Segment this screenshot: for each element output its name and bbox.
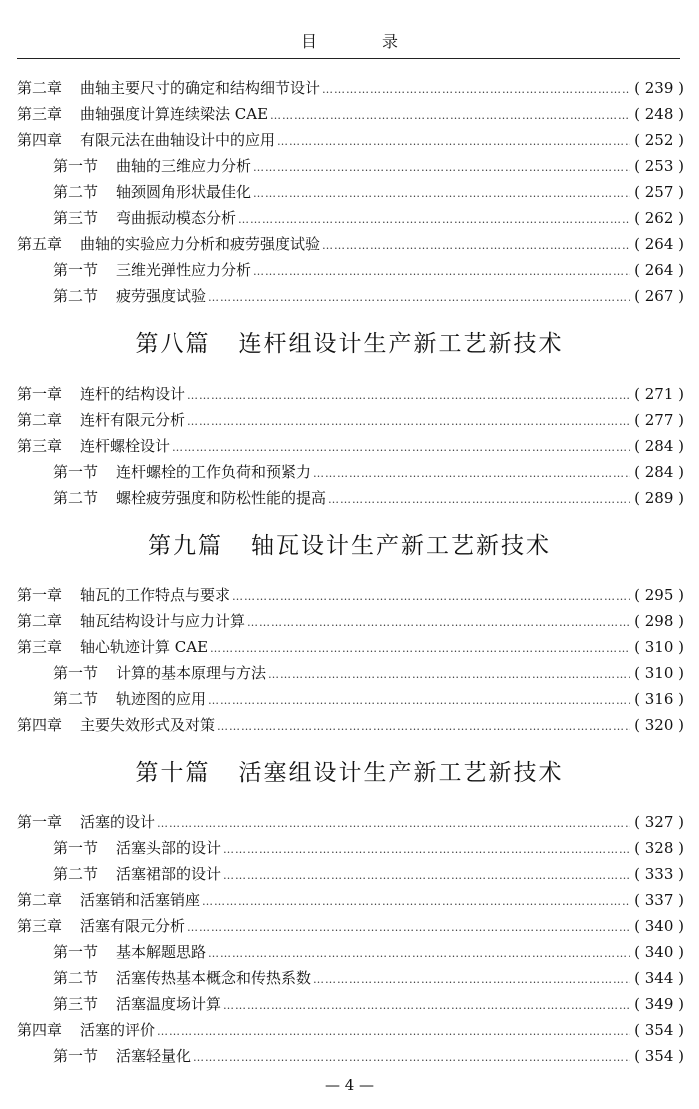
toc-section-entry[interactable] — [17, 939, 684, 965]
toc-entry-title: 曲轴主要尺寸的确定和结构细节设计 — [80, 79, 321, 97]
dot-leader — [268, 662, 630, 688]
toc-entry-page: ( 262 ) — [634, 209, 684, 227]
toc-entry-title: 连杆螺栓设计 — [80, 437, 171, 455]
toc-section-entry[interactable] — [17, 861, 684, 887]
toc-section-entry[interactable] — [17, 686, 684, 712]
toc-entry-page: ( 327 ) — [634, 813, 684, 831]
toc-entry-page: ( 354 ) — [634, 1047, 684, 1065]
toc-section-entry[interactable] — [17, 205, 684, 231]
toc-section-entry[interactable] — [17, 835, 684, 861]
toc-entry-title: 轴颈圆角形状最佳化 — [116, 183, 252, 201]
toc-section-entry[interactable] — [17, 179, 684, 205]
toc-entry-page: ( 328 ) — [634, 839, 684, 857]
toc-entry-title: 轴瓦的工作特点与要求 — [80, 586, 231, 604]
toc-entry-page: ( 289 ) — [634, 489, 684, 507]
toc-entry-title: 螺栓疲劳强度和防松性能的提高 — [116, 489, 327, 507]
toc-entry-page: ( 264 ) — [634, 261, 684, 279]
toc-entry-number: 第二节 — [53, 690, 99, 708]
toc-entry-number: 第二节 — [53, 865, 99, 883]
dot-leader — [187, 409, 630, 435]
toc-chapter-entry[interactable] — [17, 887, 684, 913]
toc-entry-page: ( 264 ) — [634, 235, 684, 253]
toc-entry-page: ( 284 ) — [634, 463, 684, 481]
dot-leader — [157, 811, 630, 837]
toc-entry-number: 第三章 — [17, 437, 63, 455]
dot-leader — [157, 1019, 630, 1045]
toc-entry-number: 第四章 — [17, 1021, 63, 1039]
toc-entry-title: 连杆有限元分析 — [80, 411, 186, 429]
toc-entry-page: ( 316 ) — [634, 690, 684, 708]
toc-entry-title: 轴瓦结构设计与应力计算 — [80, 612, 246, 630]
toc-section-entry[interactable] — [17, 153, 684, 179]
toc-entry-number: 第三节 — [53, 209, 99, 227]
toc-section-entry[interactable] — [17, 991, 684, 1017]
toc-entry-title: 连杆的结构设计 — [80, 385, 186, 403]
toc-entry-number: 第二节 — [53, 183, 99, 201]
toc-chapter-entry[interactable] — [17, 712, 684, 738]
toc-entry-page: ( 248 ) — [634, 105, 684, 123]
toc-entry-page: ( 295 ) — [634, 586, 684, 604]
dot-leader — [247, 610, 630, 636]
toc-entry-title: 曲轴强度计算连续梁法 CAE — [80, 105, 269, 123]
toc-block-crankshaft — [17, 75, 684, 309]
dot-leader — [202, 889, 630, 915]
toc-entry-page: ( 333 ) — [634, 865, 684, 883]
toc-entry-page: ( 349 ) — [634, 995, 684, 1013]
dot-leader — [187, 383, 630, 409]
toc-entry-number: 第二章 — [17, 891, 63, 909]
toc-entry-title: 主要失效形式及对策 — [80, 716, 216, 734]
dot-leader — [217, 714, 630, 740]
toc-chapter-entry[interactable] — [17, 231, 684, 257]
toc-chapter-entry[interactable] — [17, 582, 684, 608]
part-title: 轴瓦设计生产新工艺新技术 — [251, 533, 551, 559]
toc-block-connecting-rod — [17, 381, 684, 511]
toc-entry-page: ( 340 ) — [634, 943, 684, 961]
dot-leader — [208, 285, 630, 311]
toc-entry-number: 第三章 — [17, 638, 63, 656]
toc-entry-title: 活塞传热基本概念和传热系数 — [116, 969, 312, 987]
toc-entry-title: 轴心轨迹计算 CAE — [80, 638, 209, 656]
toc-entry-page: ( 257 ) — [634, 183, 684, 201]
toc-chapter-entry[interactable] — [17, 381, 684, 407]
toc-entry-number: 第四章 — [17, 716, 63, 734]
toc-section-entry[interactable] — [17, 660, 684, 686]
dot-leader — [187, 915, 630, 941]
toc-chapter-entry[interactable] — [17, 407, 684, 433]
toc-entry-number: 第二节 — [53, 287, 99, 305]
toc-entry-number: 第一节 — [53, 261, 99, 279]
toc-entry-title: 三维光弹性应力分析 — [116, 261, 252, 279]
toc-entry-number: 第一节 — [53, 839, 99, 857]
toc-entry-title: 曲轴的三维应力分析 — [116, 157, 252, 175]
dot-leader — [253, 259, 630, 285]
toc-entry-number: 第二章 — [17, 612, 63, 630]
toc-entry-number: 第一章 — [17, 586, 63, 604]
page-number-footer: — 4 — — [324, 1076, 375, 1094]
toc-chapter-entry[interactable] — [17, 809, 684, 835]
toc-entry-title: 轨迹图的应用 — [116, 690, 207, 708]
dot-leader — [193, 1045, 630, 1071]
toc-entry-page: ( 354 ) — [634, 1021, 684, 1039]
toc-section-entry[interactable] — [17, 459, 684, 485]
toc-entry-page: ( 267 ) — [634, 287, 684, 305]
toc-entry-title: 曲轴的实验应力分析和疲劳强度试验 — [80, 235, 321, 253]
toc-entry-page: ( 252 ) — [634, 131, 684, 149]
toc-section-entry[interactable] — [17, 485, 684, 511]
toc-chapter-entry[interactable] — [17, 101, 684, 127]
toc-section-entry[interactable] — [17, 283, 684, 309]
toc-entry-number: 第二章 — [17, 411, 63, 429]
header-rule — [17, 58, 680, 59]
toc-entry-title: 活塞的设计 — [80, 813, 156, 831]
toc-entry-title: 活塞轻量化 — [116, 1047, 192, 1065]
dot-leader — [238, 207, 630, 233]
toc-entry-page: ( 298 ) — [634, 612, 684, 630]
toc-entry-page: ( 320 ) — [634, 716, 684, 734]
toc-entry-page: ( 340 ) — [634, 917, 684, 935]
toc-chapter-entry[interactable] — [17, 913, 684, 939]
dot-leader — [313, 461, 630, 487]
part-number: 第八篇 — [135, 331, 211, 357]
toc-block-piston — [17, 809, 684, 1069]
toc-entry-title: 活塞的评价 — [80, 1021, 156, 1039]
toc-entry-title: 活塞销和活塞销座 — [80, 891, 201, 909]
toc-section-entry[interactable] — [17, 965, 684, 991]
toc-entry-page: ( 253 ) — [634, 157, 684, 175]
toc-entry-page: ( 239 ) — [634, 79, 684, 97]
toc-entry-number: 第四章 — [17, 131, 63, 149]
toc-entry-title: 连杆螺栓的工作负荷和预紧力 — [116, 463, 312, 481]
toc-entry-title: 活塞裙部的设计 — [116, 865, 222, 883]
dot-leader — [210, 636, 630, 662]
toc-entry-number: 第二章 — [17, 79, 63, 97]
toc-chapter-entry[interactable] — [17, 433, 684, 459]
toc-entry-number: 第三章 — [17, 105, 63, 123]
dot-leader — [223, 993, 630, 1019]
toc-entry-number: 第一章 — [17, 813, 63, 831]
part-title: 连杆组设计生产新工艺新技术 — [238, 331, 564, 357]
part-heading-8 — [0, 328, 699, 360]
toc-entry-number: 第三节 — [53, 995, 99, 1013]
toc-entry-title: 活塞有限元分析 — [80, 917, 186, 935]
toc-entry-page: ( 271 ) — [634, 385, 684, 403]
dot-leader — [223, 863, 630, 889]
dot-leader — [253, 155, 630, 181]
part-heading-10 — [0, 757, 699, 789]
toc-entry-title: 疲劳强度试验 — [116, 287, 207, 305]
toc-chapter-entry[interactable] — [17, 608, 684, 634]
toc-entry-page: ( 284 ) — [634, 437, 684, 455]
toc-entry-number: 第五章 — [17, 235, 63, 253]
dot-leader — [322, 233, 630, 259]
toc-section-entry[interactable] — [17, 257, 684, 283]
toc-chapter-entry[interactable] — [17, 634, 684, 660]
toc-entry-title: 活塞头部的设计 — [116, 839, 222, 857]
toc-entry-title: 弯曲振动模态分析 — [116, 209, 237, 227]
page-header-title: 目 录 — [300, 32, 429, 51]
toc-chapter-entry[interactable] — [17, 1017, 684, 1043]
dot-leader — [322, 77, 630, 103]
toc-entry-number: 第二节 — [53, 969, 99, 987]
dot-leader — [208, 688, 630, 714]
toc-entry-title: 活塞温度场计算 — [116, 995, 222, 1013]
toc-entry-title: 基本解题思路 — [116, 943, 207, 961]
dot-leader — [223, 837, 630, 863]
dot-leader — [328, 487, 630, 513]
toc-entry-page: ( 337 ) — [634, 891, 684, 909]
toc-entry-page: ( 310 ) — [634, 638, 684, 656]
dot-leader — [313, 967, 630, 993]
toc-entry-number: 第一节 — [53, 157, 99, 175]
dot-leader — [270, 103, 630, 129]
part-heading-9 — [0, 530, 699, 562]
toc-entry-number: 第一章 — [17, 385, 63, 403]
dot-leader — [232, 584, 630, 610]
toc-entry-number: 第一节 — [53, 463, 99, 481]
toc-entry-number: 第二节 — [53, 489, 99, 507]
toc-block-bearing — [17, 582, 684, 738]
toc-section-entry[interactable] — [17, 1043, 684, 1069]
toc-chapter-entry[interactable] — [17, 127, 684, 153]
part-number: 第九篇 — [148, 533, 223, 559]
part-title: 活塞组设计生产新工艺新技术 — [238, 760, 564, 786]
part-number: 第十篇 — [135, 760, 211, 786]
toc-entry-number: 第一节 — [53, 664, 99, 682]
toc-entry-page: ( 344 ) — [634, 969, 684, 987]
dot-leader — [208, 941, 630, 967]
toc-entry-title: 有限元法在曲轴设计中的应用 — [80, 131, 276, 149]
toc-entry-page: ( 310 ) — [634, 664, 684, 682]
toc-entry-number: 第一节 — [53, 943, 99, 961]
toc-entry-title: 计算的基本原理与方法 — [116, 664, 267, 682]
dot-leader — [277, 129, 630, 155]
toc-entry-number: 第一节 — [53, 1047, 99, 1065]
toc-entry-number: 第三章 — [17, 917, 63, 935]
toc-entry-page: ( 277 ) — [634, 411, 684, 429]
dot-leader — [253, 181, 630, 207]
toc-chapter-entry[interactable] — [17, 75, 684, 101]
dot-leader — [172, 435, 630, 461]
